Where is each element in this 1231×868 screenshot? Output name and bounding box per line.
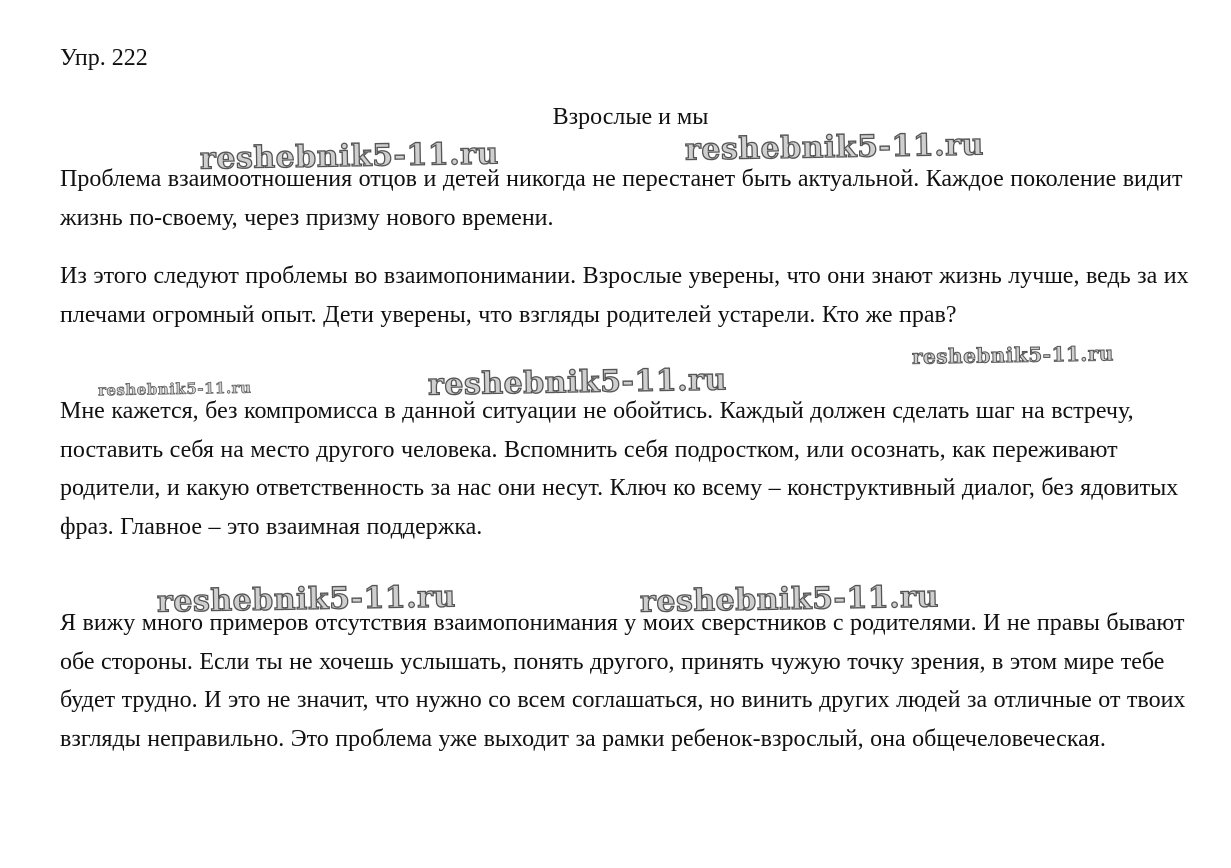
paragraph-2: Из этого следуют проблемы во взаимопонимании. Взрослые уверены, что они знают жизнь лучше, ведь за их плечами огромный опыт. Дети уверены, что взгляды родителей устарели. Кто же прав? (60, 263, 1189, 328)
watermark-logo: reshebnik5-11.ru (156, 579, 457, 620)
paragraph-1: Проблема взаимоотношения отцов и детей никогда не перестанет быть актуальной. Каждое поколение видит жизнь по-своему, через призму нового времени. (60, 166, 1183, 231)
watermark-logo: reshebnik5-11.ru (684, 127, 985, 168)
watermark-logo: reshebnik5-11.ru (97, 378, 252, 400)
watermark-logo: reshebnik5-11.ru (427, 362, 728, 403)
document-title: Взрослые и мы (552, 104, 709, 130)
paragraph-3: Мне кажется, без компромисса в данной ситуации не обойтись. Каждый должен сделать шаг на встречу, поставить себя на место другого человека. Вспомнить себя подростком, или осознать, как переживают родители, и какую ответственность за нас они несут. Ключ ко всему – конструктивный диалог, без ядовитых фраз. Главное – это взаимная поддержка. (60, 398, 1179, 540)
exercise-label: Упр. 222 (60, 45, 148, 71)
watermark-logo: reshebnik5-11.ru (911, 341, 1115, 369)
watermark-logo: reshebnik5-11.ru (199, 136, 500, 177)
watermark-logo: reshebnik5-11.ru (639, 579, 940, 620)
paragraph-4: Я вижу много примеров отсутствия взаимопонимания у моих сверстников с родителями. И не правы бывают обе стороны. Если ты не хочешь услышать, понять другого, принять чужую точку зрения, в этом мире тебе будет трудно. И это не значит, что нужно со всем соглашаться, но винить других людей за отличные от твоих взгляды неправильно. Это проблема уже выходит за рамки ребенок-взрослый, она общечеловеческая. (60, 610, 1186, 752)
